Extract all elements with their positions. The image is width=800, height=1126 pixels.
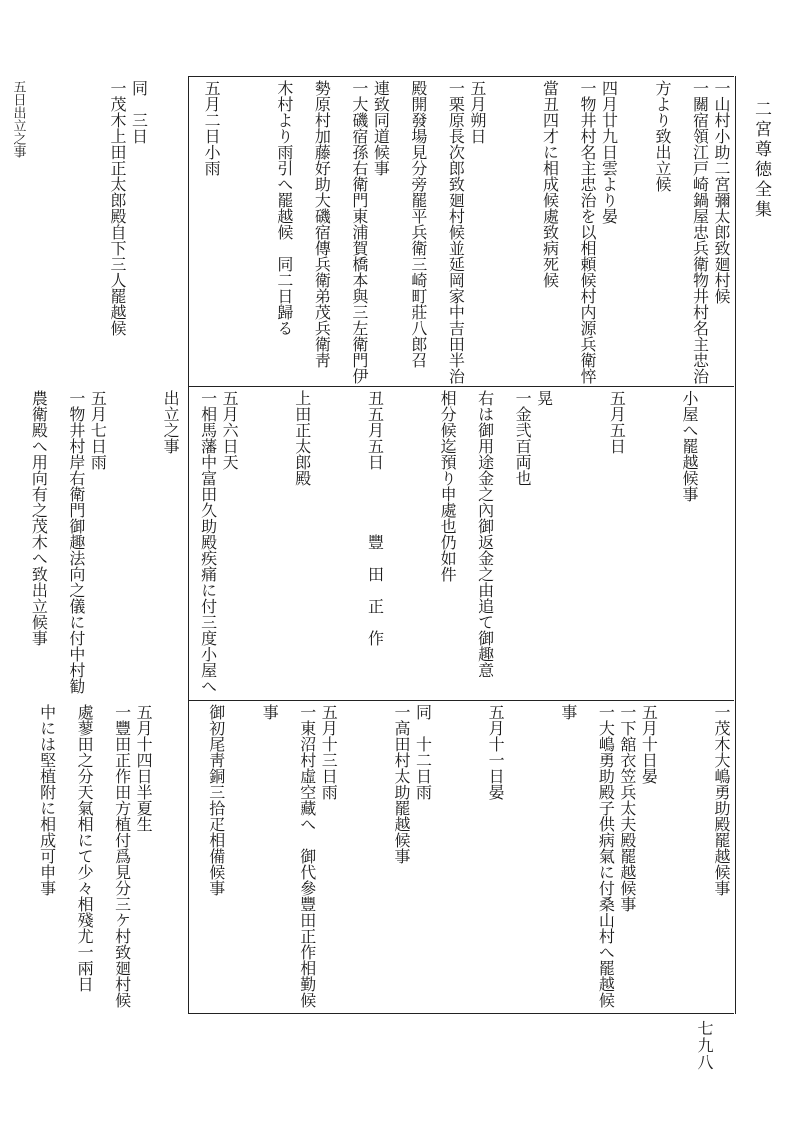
text-column: 五月二日小雨 [202,80,222,176]
text-column: 五月七日雨 [88,390,108,470]
text-column [0,80,7,382]
text-column: 一東沼村虛空藏へ 御代參豐田正作相勤候 [297,704,317,1008]
text-column: 右は御用途金之內御返金之由追て御趣意 [475,390,495,678]
text-column: 一關宿領江戸崎鍋屋忠兵衛物井村名主忠治 [690,80,710,384]
tier-divider-1 [188,386,734,387]
page-number: 七九八 [695,1020,714,1071]
text-column: 殿開發場見分旁罷平兵衛三崎町莊八郎召 [408,80,428,368]
text-column: 五月十一日晏 [486,704,506,800]
text-column: 處蓼田之分天氣相にて少々相殘尤一兩日 [75,704,95,992]
text-column: 五月朔日 [467,80,487,144]
text-column: 丑五月五日 豐 田 正 作 [365,390,385,646]
running-head-title: 二宮尊徳全集 [751,100,771,220]
text-column: 勢原村加藤好助大磯宿傳兵衛弟茂兵衛靑 [312,80,332,368]
text-column: 御初尾靑銅三拾疋相備候事 [206,704,226,896]
text-column: 一茂木大嶋勇助殿罷越候事 [712,704,731,896]
text-column: 當丑四才に相成候處致病死候 [540,80,560,288]
text-column: 五月十三日雨 [319,704,339,800]
text-column: 上田正太郎殿 [292,390,312,486]
bottom-rule [188,1013,734,1014]
text-column: 一下舘衣笠兵太夫殿罷越候事 [617,704,637,912]
text-column: 一豐田正作田方植付爲見分三ケ村致廻村候 [112,704,132,1008]
text-column: 一山村小助二宮彌太郎致廻村候 [712,80,731,304]
text-column [0,390,28,696]
text-column: 同 十二日雨 [413,704,433,800]
text-column: 一大嶋勇助殿子供病氣に付桑山村へ罷越候 [596,704,616,1008]
lower-tier-text [37,704,732,1009]
text-column: 木村より雨引へ罷越候 同二日歸る [274,80,294,336]
text-column: 一茂木上田正太郎殿自下三人罷越候 [107,80,127,336]
text-column: 中には堅植附に相成可申事 [37,704,57,896]
text-column: 一大磯宿孫右衛門東浦賀橋本與三左衛門伊 [349,80,369,384]
text-column: 一相馬藩中富田久助殿疾痛に付三度小屋へ [198,390,218,694]
text-column: 小屋へ罷越候事 [680,390,699,502]
text-column: 五月五日 [607,390,627,454]
text-column: 事 [260,704,280,720]
text-column: 一高田村太助罷越候事 [391,704,411,864]
text-column: 出立之事 [161,390,181,454]
upper-tier-text [10,80,732,384]
top-rule [188,76,734,77]
text-column: 一物井村名主忠治を以相頼候村内源兵衛悴 [578,80,597,384]
text-column: 農衛殿へ用向有之茂木へ致出立候事 [29,390,49,646]
text-column: 同 三日 [129,80,149,144]
tier-divider-2 [188,700,734,701]
text-column: 相分候迄預り申處也仍如件 [438,390,458,582]
text-column: 四月廿九日雲より晏 [599,80,619,224]
text-column: 晃 [534,390,554,406]
text-column: 事 [558,704,578,720]
text-column: 一金弐百両也 [513,390,533,486]
text-column: 五日出立之事 [10,80,26,158]
text-column: 一栗原長次郎致廻村候並延岡家中吉田半治 [446,80,466,384]
text-column: 五月十四日半夏生 [134,704,154,832]
text-column: 方より致出立候 [653,80,672,192]
text-column: 五月十日晏 [639,704,659,784]
text-column: 連致同道候事 [371,80,391,176]
text-column: 一物井村岸右衛門御趣法向之儀に付中村勧 [66,390,86,694]
text-column: 五月六日天 [220,390,240,470]
middle-tier-text [29,390,732,696]
text-column [0,704,36,1009]
